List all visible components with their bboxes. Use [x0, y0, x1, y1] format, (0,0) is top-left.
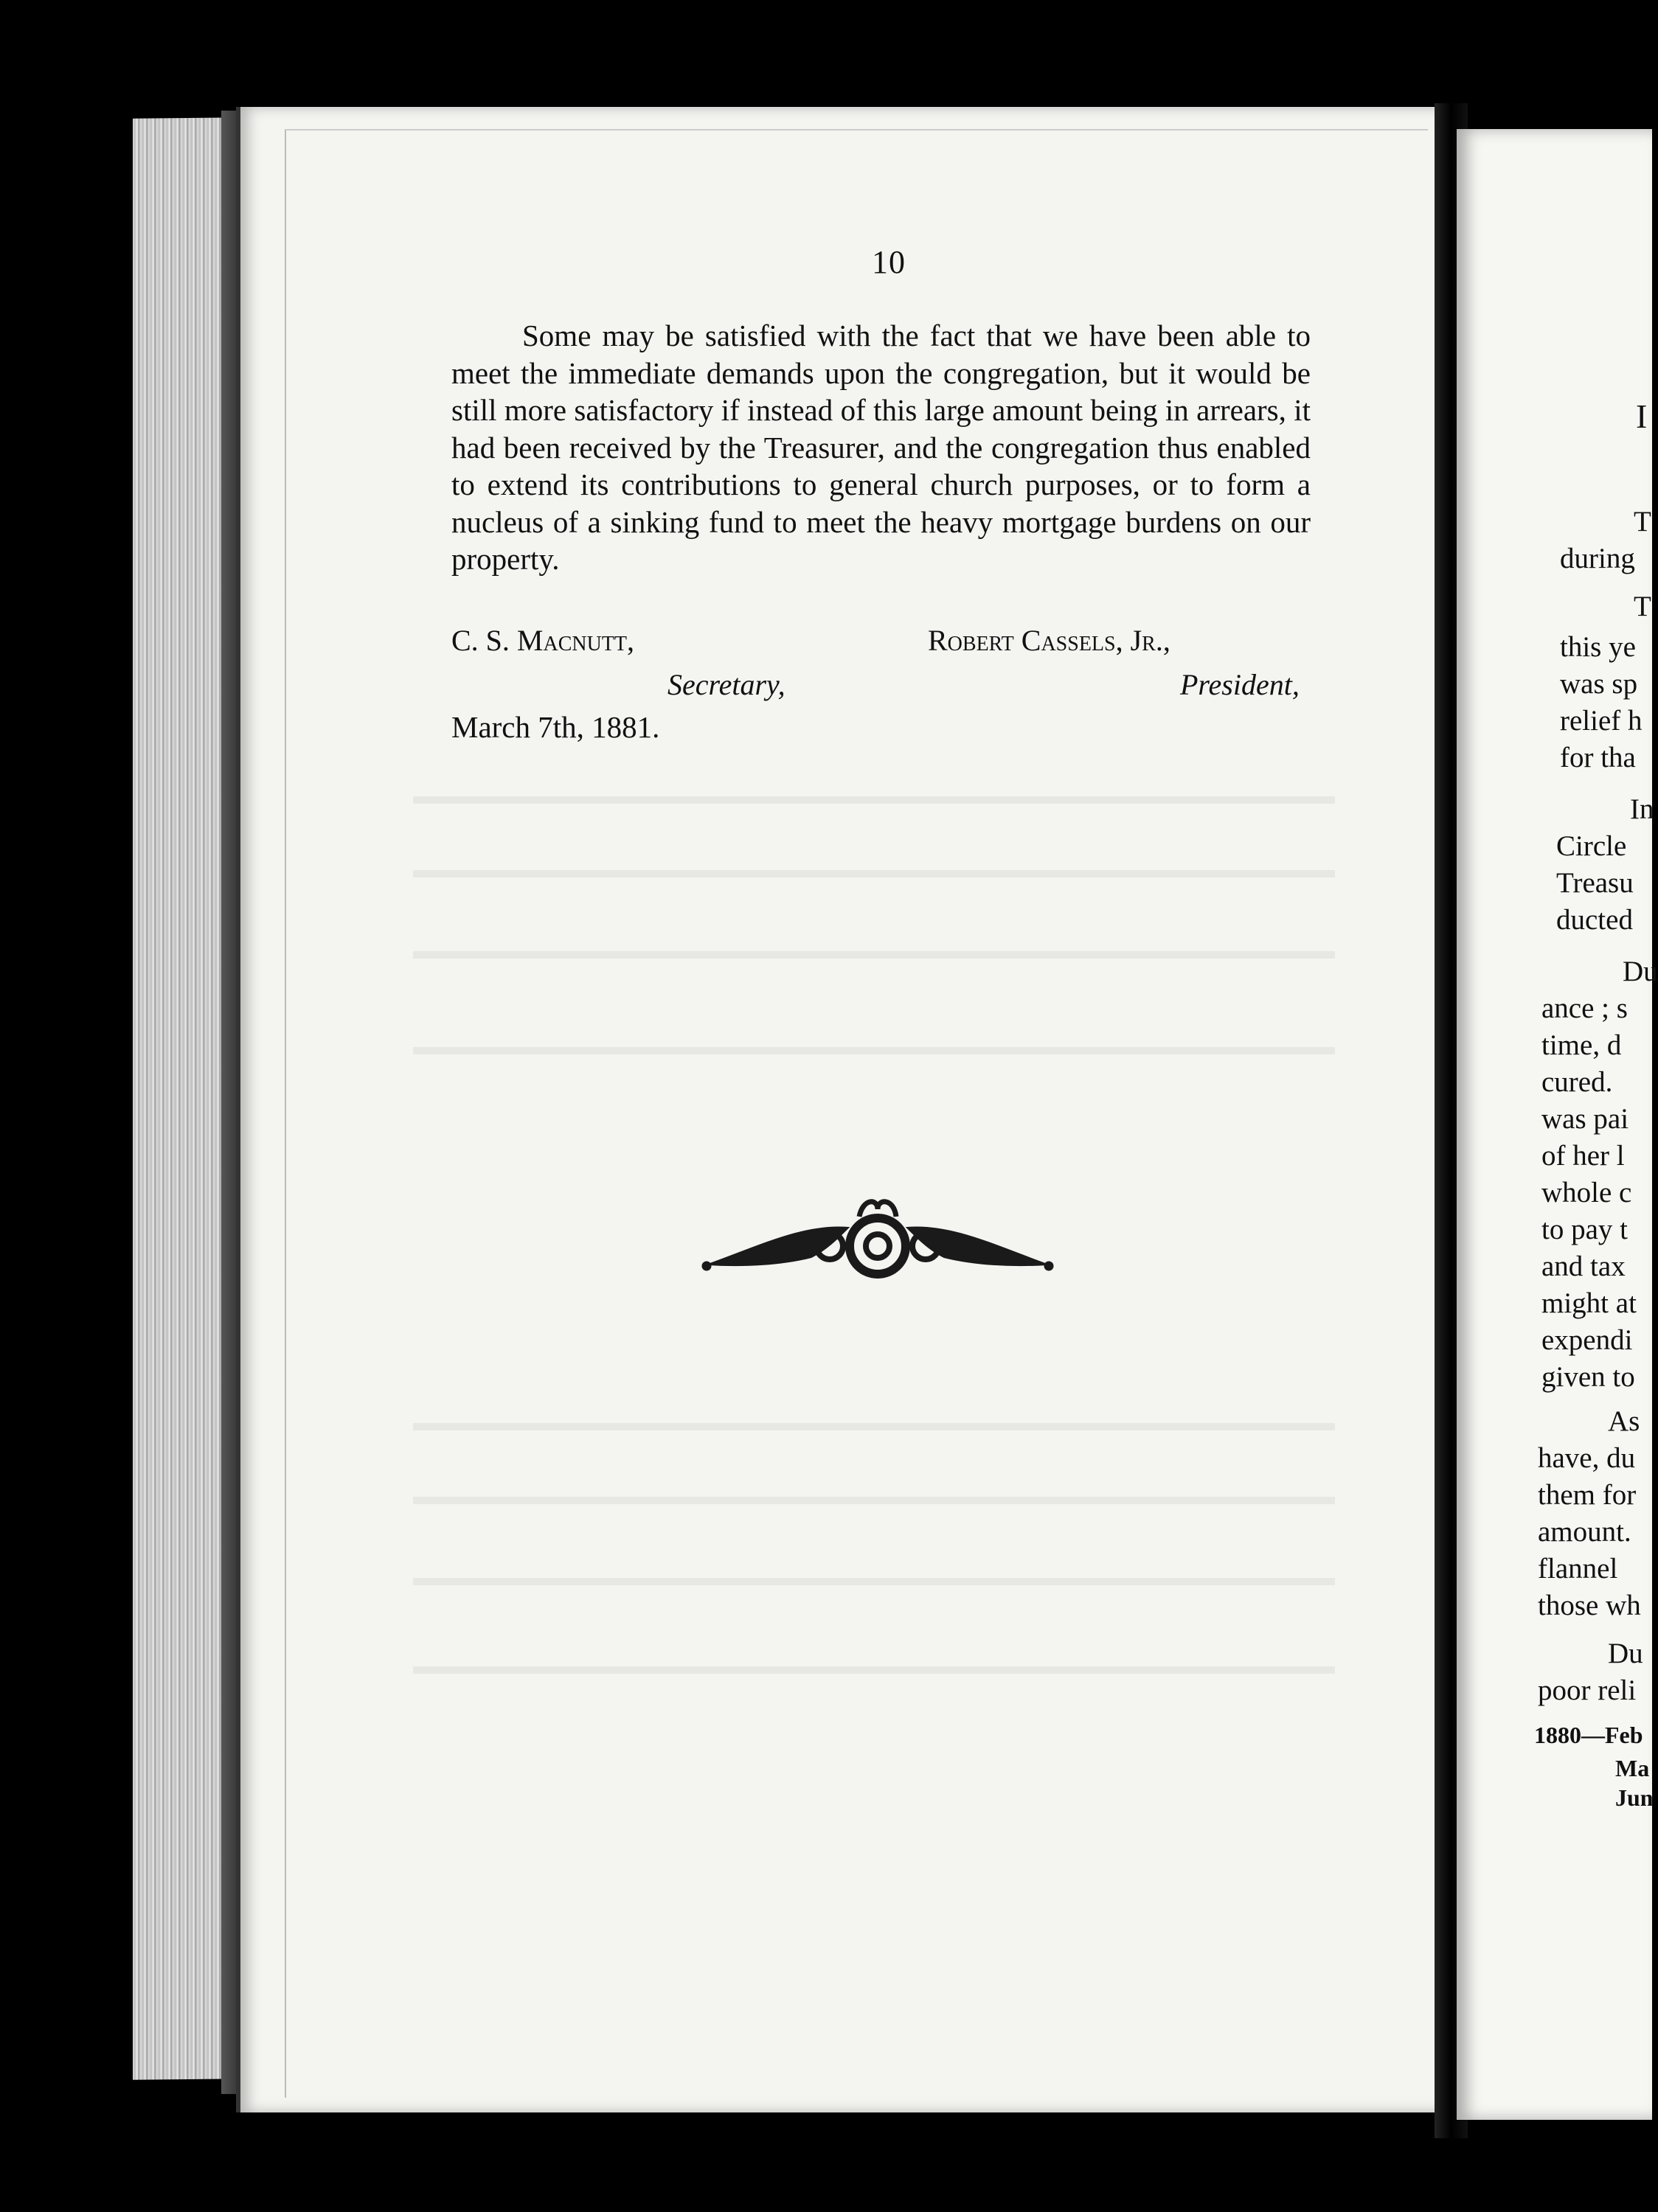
right-page-line: whole c: [1541, 1177, 1632, 1208]
right-page-line: Jun: [1615, 1784, 1654, 1811]
page-number: 10: [872, 244, 906, 280]
right-page-line: to pay t: [1541, 1214, 1628, 1245]
bleed-through: [413, 1497, 1335, 1504]
bleed-through: [413, 951, 1335, 959]
right-page-line: flannel: [1538, 1553, 1618, 1585]
right-page-line: might at: [1541, 1287, 1637, 1319]
right-page-line: given to: [1541, 1361, 1635, 1393]
right-page-line: for tha: [1560, 742, 1636, 773]
right-page-line: I: [1636, 397, 1648, 435]
right-page-line: cured.: [1541, 1066, 1613, 1098]
right-page-line: this ye: [1560, 631, 1636, 663]
right-page-line: relief h: [1560, 705, 1643, 737]
bleed-through: [413, 870, 1335, 877]
bleed-through: [413, 1666, 1335, 1674]
right-page-line: Du: [1608, 1638, 1643, 1669]
right-page-line: Circle: [1556, 830, 1627, 862]
right-page-line: was sp: [1560, 668, 1638, 700]
right-page-line: have, du: [1538, 1442, 1636, 1474]
right-page-line: T: [1634, 591, 1651, 622]
right-page-line: during: [1560, 543, 1635, 574]
right-page-line: ance ; s: [1541, 992, 1628, 1024]
president-name: Robert Cassels, Jr.,: [928, 624, 1170, 657]
right-page-line: them for: [1538, 1479, 1637, 1511]
signature-date: March 7th, 1881.: [451, 710, 660, 744]
president-title: President,: [1180, 668, 1300, 701]
right-page-line: those wh: [1538, 1590, 1641, 1621]
right-page-line: Treasu: [1556, 867, 1634, 899]
right-page-line: and tax: [1541, 1251, 1626, 1282]
body-paragraph: Some may be satisfied with the fact that we have been able to meet the immediate demands upon the congregation, but it would be still more satisfactory if instead of this large amount being in arrears, it had been received by the Treasurer, and the congregation thus enabled to extend its contributions to general church purposes, or to form a nucleus of a sinking fund to meet the heavy mortgage burdens on our property.: [451, 319, 1311, 576]
right-page-line: was pai: [1541, 1103, 1629, 1135]
right-page-line: expendi: [1541, 1324, 1633, 1356]
floral-scroll-ornament-icon: [701, 1194, 1055, 1283]
right-page-line: In: [1630, 793, 1654, 825]
secretary-name: C. S. Macnutt,: [451, 624, 635, 657]
right-page-line: time, d: [1541, 1029, 1622, 1061]
right-page-line: of her l: [1541, 1140, 1625, 1172]
right-page-line: amount.: [1538, 1516, 1631, 1548]
right-page-line: poor reli: [1538, 1674, 1637, 1706]
bleed-through: [413, 796, 1335, 804]
bleed-through: [413, 1578, 1335, 1585]
right-page-line: 1880—Feb: [1534, 1722, 1643, 1748]
secretary-title: Secretary,: [667, 668, 785, 701]
bleed-through: [413, 1423, 1335, 1430]
right-page-line: T: [1634, 506, 1651, 538]
right-page-line: Ma: [1615, 1755, 1650, 1781]
right-page-line: ducted: [1556, 904, 1633, 936]
bleed-through: [413, 1047, 1335, 1054]
right-page-line: As: [1608, 1405, 1640, 1437]
right-page-line: Du: [1623, 956, 1658, 987]
